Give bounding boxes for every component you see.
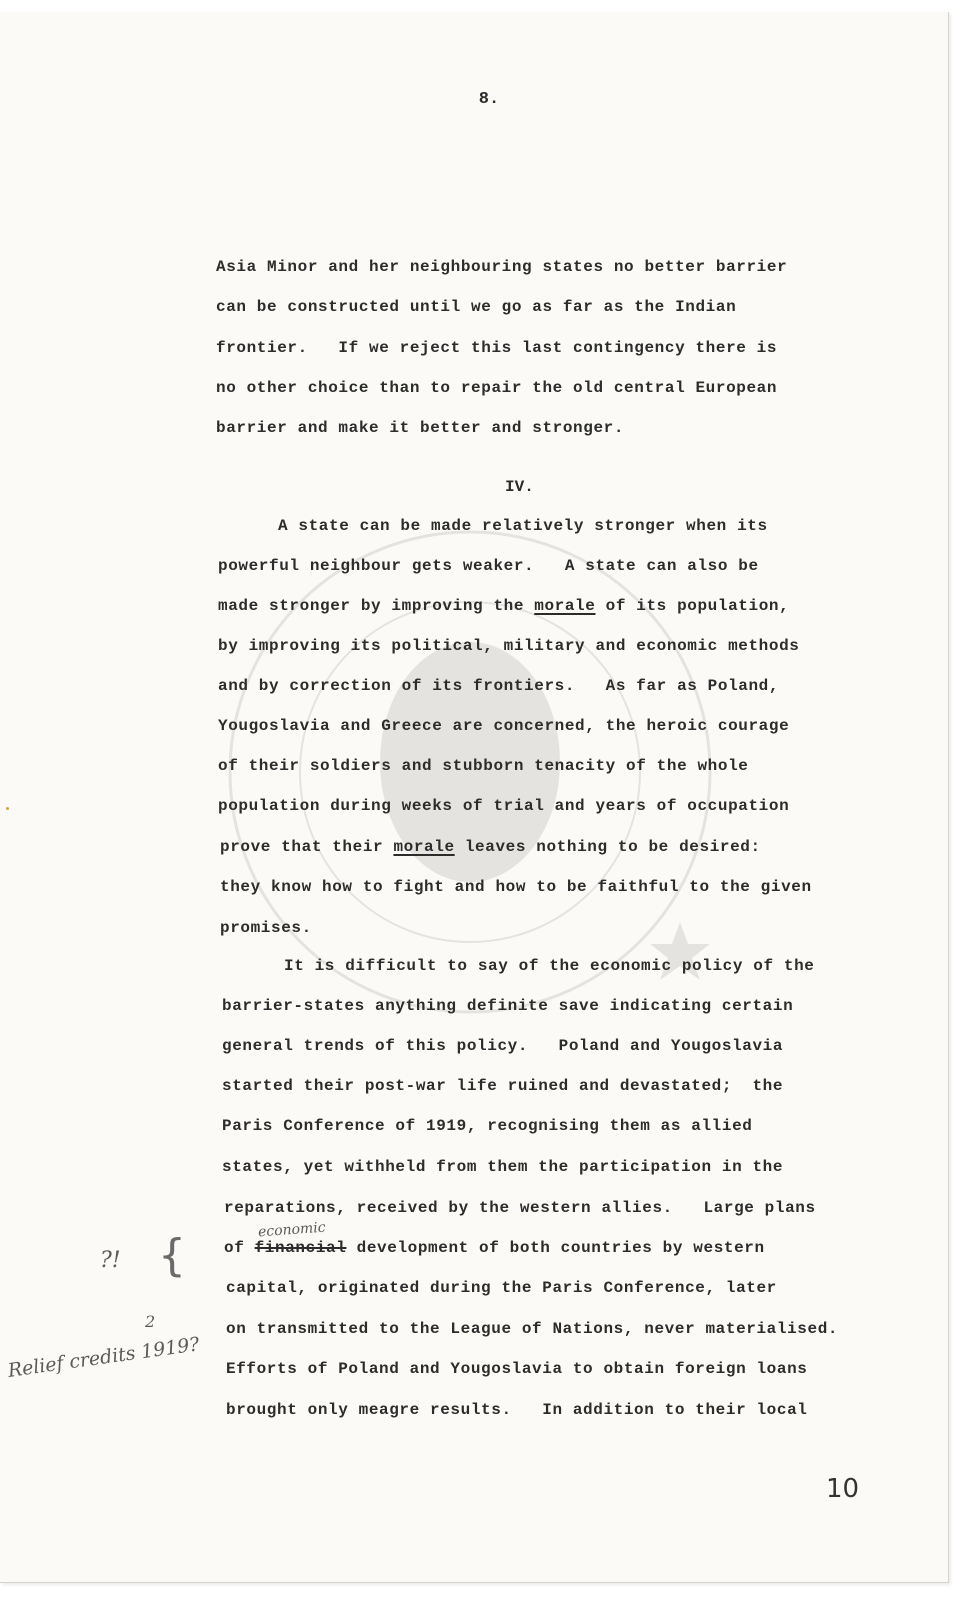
- text-line: Paris Conference of 1919, recognising them as allied: [222, 1117, 753, 1135]
- text-line: [218, 596, 789, 616]
- text-line: no other choice than to repair the old central European: [216, 379, 778, 397]
- text-line: brought only meagre results. In addition to their local: [226, 1401, 808, 1419]
- text-line: they know how to fight and how to be faithful to the given: [220, 878, 812, 896]
- handwritten-question-marks: ?!: [100, 1248, 121, 1273]
- text-segment: development of both countries by western: [346, 1239, 765, 1257]
- underlined-word: morale: [534, 597, 596, 615]
- text-line: promises.: [220, 919, 312, 937]
- text-line: population during weeks of trial and years of occupation: [218, 797, 790, 815]
- text-segment: of its population,: [595, 597, 790, 615]
- handwritten-brace: {: [158, 1230, 186, 1281]
- text-line: on transmitted to the League of Nations, never materialised.: [226, 1320, 839, 1338]
- handwritten-insertion: economic: [257, 1219, 327, 1241]
- text-segment: leaves nothing to be desired:: [454, 838, 761, 856]
- text-line: reparations, received by the western allies. Large plans: [224, 1199, 816, 1217]
- text-line: barrier-states anything definite save indicating certain: [222, 997, 794, 1015]
- struck-word: financial: [254, 1239, 347, 1257]
- text-line: states, yet withheld from them the participation in the: [222, 1158, 784, 1176]
- section-heading: IV.: [505, 478, 534, 496]
- text-line: general trends of this policy. Poland and Yougoslavia: [222, 1037, 784, 1055]
- text-line: It is difficult to say of the economic policy of the: [284, 957, 815, 975]
- folio-number: 10: [826, 1474, 860, 1504]
- underlined-word: morale: [393, 838, 455, 856]
- text-line: Efforts of Poland and Yougoslavia to obtain foreign loans: [226, 1360, 808, 1378]
- text-segment: prove that their: [220, 838, 394, 856]
- text-line: and by correction of its frontiers. As far as Poland,: [218, 677, 780, 695]
- text-line: powerful neighbour gets weaker. A state can also be: [218, 557, 759, 575]
- text-line: of their soldiers and stubborn tenacity of the whole: [218, 757, 749, 775]
- text-line: Asia Minor and her neighbouring states no better barrier: [216, 258, 788, 276]
- text-line: [224, 1238, 765, 1258]
- text-segment: made stronger by improving the: [218, 597, 535, 615]
- text-line: [220, 837, 761, 857]
- text-line: started their post-war life ruined and devastated; the: [222, 1077, 784, 1095]
- document-page: [0, 12, 949, 1583]
- paper-stain: [6, 807, 9, 810]
- text-line: barrier and make it better and stronger.: [216, 419, 625, 437]
- text-line: can be constructed until we go as far as the Indian: [216, 298, 737, 316]
- text-line: A state can be made relatively stronger when its: [278, 517, 768, 535]
- text-line: frontier. If we reject this last contingency there is: [216, 339, 778, 357]
- page-number: 8.: [478, 90, 500, 109]
- text-line: capital, originated during the Paris Conference, later: [226, 1279, 777, 1297]
- text-line: Yougoslavia and Greece are concerned, the heroic courage: [218, 717, 790, 735]
- text-line: by improving its political, military and economic methods: [218, 637, 800, 655]
- text-segment: of: [224, 1239, 255, 1257]
- handwritten-number: 2: [145, 1312, 156, 1331]
- handwritten-margin-note: Relief credits 1919?: [6, 1333, 201, 1382]
